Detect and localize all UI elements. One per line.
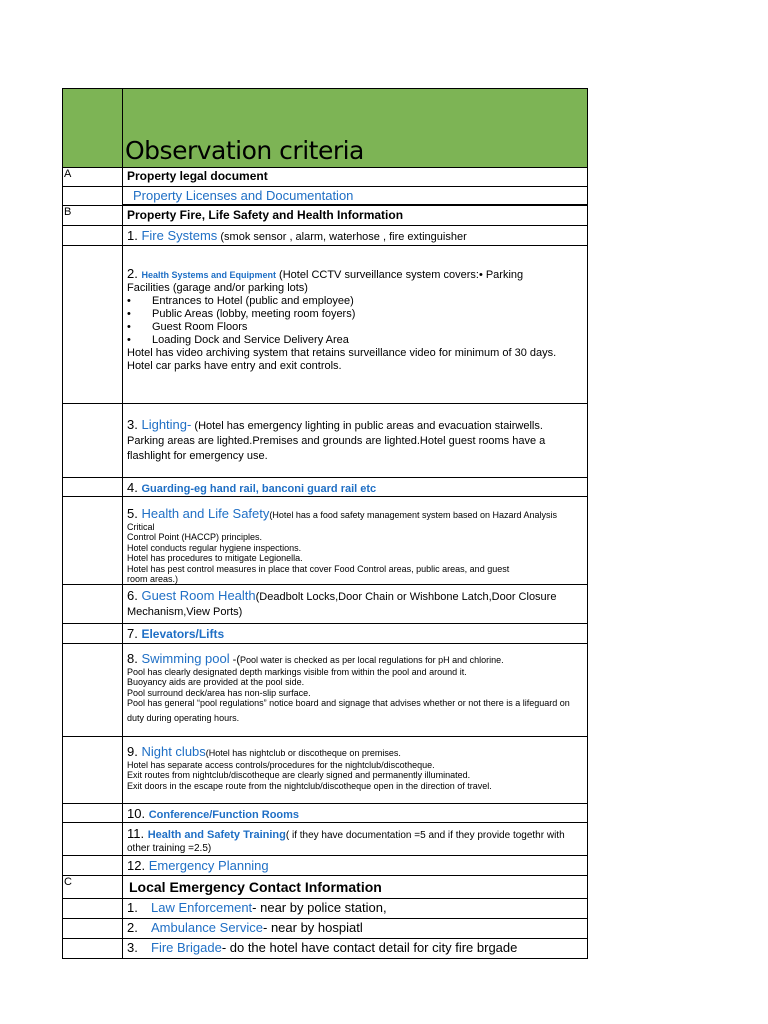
item-row-elevators: 7. Elevators/Lifts bbox=[62, 624, 588, 644]
section-letter-c: C bbox=[62, 876, 123, 898]
item-row-guarding: 4. Guarding-eg hand rail, banconi guard rail etc bbox=[62, 478, 588, 497]
fire-brigade-label: Fire Brigade bbox=[151, 940, 222, 955]
section-b-heading-row bbox=[62, 205, 588, 226]
item-row-lighting: 3. Lighting- (Hotel has emergency lighting in public areas and evacuation stairwells. Parking areas are lighted.Premises and grounds are lighted.Hotel guest rooms have a flashlight for emergency use. bbox=[62, 404, 588, 478]
item-row-night-clubs: 9. Night clubs(Hotel has nightclub or discotheque on premises. Hotel has separate access controls/procedures for the nightclub/discotheque. Exit routes from nightclub/discotheque are clearly signed and permanently illuminated. Exit doors in the escape route from the nightclub/discotheque open in the direction of travel. bbox=[62, 737, 588, 804]
list-item: • Entrances to Hotel (public and employee) bbox=[127, 295, 354, 307]
page-title: Observation criteria bbox=[125, 136, 364, 165]
conference-rooms-label: Conference/Function Rooms bbox=[148, 809, 300, 821]
item-row-swimming-pool: 8. Swimming pool -(Pool water is checked as per local regulations for pH and chlorine. Pool has clearly designated depth markings visible from within the pool and around it. Buoyancy aids are provided at the pool side. Pool surround deck/area has non-slip surface. Pool has general “pool regulations” notice board and signage that advises whether or not there is a lifeguard on duty during operating hours. bbox=[62, 644, 588, 737]
item-row-conference-rooms: 10. Conference/Function Rooms bbox=[62, 804, 588, 823]
section-b-heading: Property Fire, Life Safety and Health Information bbox=[123, 206, 588, 225]
list-item: • Public Areas (lobby, meeting room foyers) bbox=[127, 308, 356, 320]
lighting-label: Lighting- bbox=[141, 417, 192, 432]
law-enforcement-label: Law Enforcement bbox=[151, 900, 253, 915]
health-systems-label: Health Systems and Equipment bbox=[141, 270, 276, 280]
contact-row-fire-brigade: 3. Fire Brigade - do the hotel have contact detail for city fire brgade bbox=[62, 939, 588, 959]
guest-room-health-label: Guest Room Health bbox=[141, 588, 256, 603]
section-a-heading: Property legal document bbox=[123, 168, 588, 186]
item-row-guest-room-health: 6. Guest Room Health(Deadbolt Locks,Door Chain or Wishbone Latch,Door Closure Mechanism,View Ports) bbox=[62, 585, 588, 624]
contact-row-law: 1. Law Enforcement - near by police station, bbox=[62, 899, 588, 919]
header-row bbox=[62, 88, 588, 168]
guarding-label: Guarding-eg hand rail, banconi guard rail etc bbox=[141, 483, 377, 495]
list-item: • Guest Room Floors bbox=[127, 321, 248, 333]
elevators-label: Elevators/Lifts bbox=[141, 627, 225, 641]
health-safety-training-label: Health and Safety Training bbox=[147, 829, 286, 841]
section-letter-b: B bbox=[62, 206, 123, 225]
list-item: • Loading Dock and Service Delivery Area bbox=[127, 334, 349, 346]
item-row-emergency-planning: 12. Emergency Planning bbox=[62, 856, 588, 876]
contact-row-ambulance: 2. Ambulance Service - near by hospiatl bbox=[62, 919, 588, 939]
swimming-pool-label: Swimming pool bbox=[141, 651, 230, 666]
emergency-planning-label: Emergency Planning bbox=[148, 858, 269, 873]
property-licenses-item: Property Licenses and Documentation bbox=[123, 187, 588, 205]
header-title-cell bbox=[123, 89, 588, 167]
health-life-safety-label: Health and Life Safety bbox=[141, 506, 270, 521]
item-row-health-systems: 2. Health Systems and Equipment (Hotel CCTV surveillance system covers:• Parking Facilities (garage and/or parking lots) • Entrances to Hotel (public and employee) • Public Areas (lobby, meeting room foyers) • Guest Room Floors • Loading Dock and Service Delivery Area Hotel has video archiving system that retains surveillance video for minimum of 30 days. Hotel car parks have entry and exit controls. bbox=[62, 246, 588, 404]
item-row-health-safety-training: 11. Health and Safety Training( if they have documentation =5 and if they provide togethr with other training =2.5) bbox=[62, 823, 588, 856]
section-c-heading-row bbox=[62, 876, 588, 899]
item-row-fire-systems: 1. Fire Systems (smok sensor , alarm, waterhose , fire extinguisher bbox=[62, 226, 588, 246]
ambulance-service-label: Ambulance Service bbox=[151, 920, 263, 935]
section-c-heading: Local Emergency Contact Information bbox=[123, 876, 588, 898]
item-row-health-life-safety: 5. Health and Life Safety(Hotel has a food safety management system based on Hazard Analysis Critical Control Point (HACCP) principles. Hotel conducts regular hygiene inspections. Hotel has procedures to mitigate Legionella. Hotel has pest control measures in place that cover Food Control areas, public areas, and guest room areas.) bbox=[62, 497, 588, 585]
header-corner-cell bbox=[62, 89, 123, 167]
observation-sheet bbox=[62, 88, 588, 959]
fire-systems-label: Fire Systems bbox=[141, 228, 218, 243]
section-a-heading-row bbox=[62, 168, 588, 187]
section-letter-a: A bbox=[62, 168, 123, 186]
section-a-item-row bbox=[62, 187, 588, 205]
night-clubs-label: Night clubs bbox=[141, 744, 206, 759]
